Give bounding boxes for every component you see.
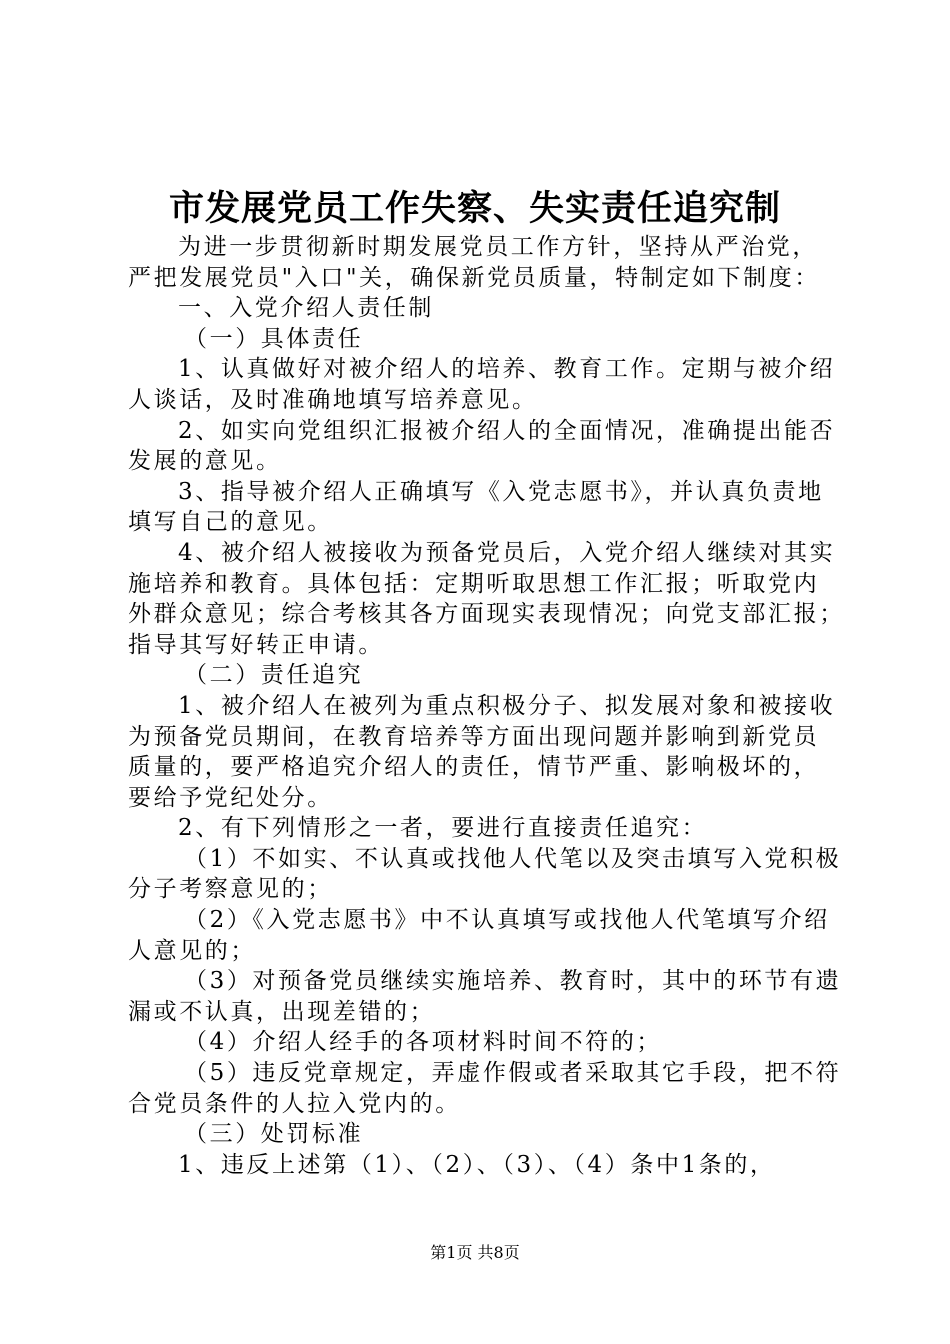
text-line: （1）不如实、不认真或找他人代笔以及突击填写入党积极 xyxy=(184,845,842,872)
text-line: 1、认真做好对被介绍人的培养、教育工作。定期与被介绍 xyxy=(178,356,836,383)
text-line: 人意见的； xyxy=(128,937,256,964)
text-line: 漏或不认真，出现差错的； xyxy=(128,998,436,1025)
text-line: （三）处罚标准 xyxy=(184,1121,364,1148)
text-line: 人谈话，及时准确地填写培养意见。 xyxy=(128,386,538,413)
text-line: 为进一步贯彻新时期发展党员工作方针，坚持从严治党， xyxy=(178,234,818,260)
text-line: 严把发展党员"入口"关，确保新党员质量，特制定如下制度： xyxy=(128,264,820,291)
text-line: 4、被介绍人被接收为预备党员后，入党介绍人继续对其实 xyxy=(178,539,836,566)
text-line: 施培养和教育。具体包括：定期听取思想工作汇报；听取党内 xyxy=(128,570,820,597)
text-line: 外群众意见；综合考核其各方面现实表现情况；向党支部汇报； xyxy=(128,601,845,628)
text-line: 合党员条件的人拉入党内的。 xyxy=(128,1090,461,1117)
text-line: （4）介绍人经手的各项材料时间不符的； xyxy=(184,1029,663,1056)
text-line: 发展的意见。 xyxy=(128,448,282,475)
text-line: 1、被介绍人在被列为重点积极分子、拟发展对象和被接收 xyxy=(178,692,836,719)
document-body xyxy=(128,232,845,1180)
text-line: 3、指导被介绍人正确填写《入党志愿书》，并认真负责地 xyxy=(178,478,824,505)
text-line: 2、如实向党组织汇报被介绍人的全面情况，准确提出能否 xyxy=(178,417,836,444)
text-line: 分子考察意见的； xyxy=(128,876,333,903)
text-line: 质量的，要严格追究介绍人的责任，情节严重、影响极坏的， xyxy=(128,754,820,781)
text-line: 指导其写好转正申请。 xyxy=(128,631,384,658)
text-line: 2、有下列情形之一者，要进行直接责任追究： xyxy=(178,815,708,842)
text-line: 一、入党介绍人责任制 xyxy=(178,295,434,322)
text-line: （2）《入党志愿书》中不认真填写或找他人代笔填写介绍 xyxy=(184,907,830,934)
text-line: （5）违反党章规定，弄虚作假或者采取其它手段，把不符 xyxy=(184,1060,842,1087)
page-number: 第1页 共8页 xyxy=(430,1243,520,1262)
text-line: （二）责任追究 xyxy=(184,662,364,689)
document-title: 市发展党员工作失察、失实责任追究制 xyxy=(168,188,781,229)
text-line: （3）对预备党员继续实施培养、教育时，其中的环节有遗 xyxy=(184,968,842,995)
text-line: （一）具体责任 xyxy=(184,325,364,352)
text-line: 填写自己的意见。 xyxy=(128,509,333,536)
text-line: 1、违反上述第（1）、（2）、（3）、（4）条中1条的， xyxy=(178,1151,776,1178)
text-line: 为预备党员期间，在教育培养等方面出现问题并影响到新党员 xyxy=(128,723,820,750)
text-line: 要给予党纪处分。 xyxy=(128,784,333,811)
